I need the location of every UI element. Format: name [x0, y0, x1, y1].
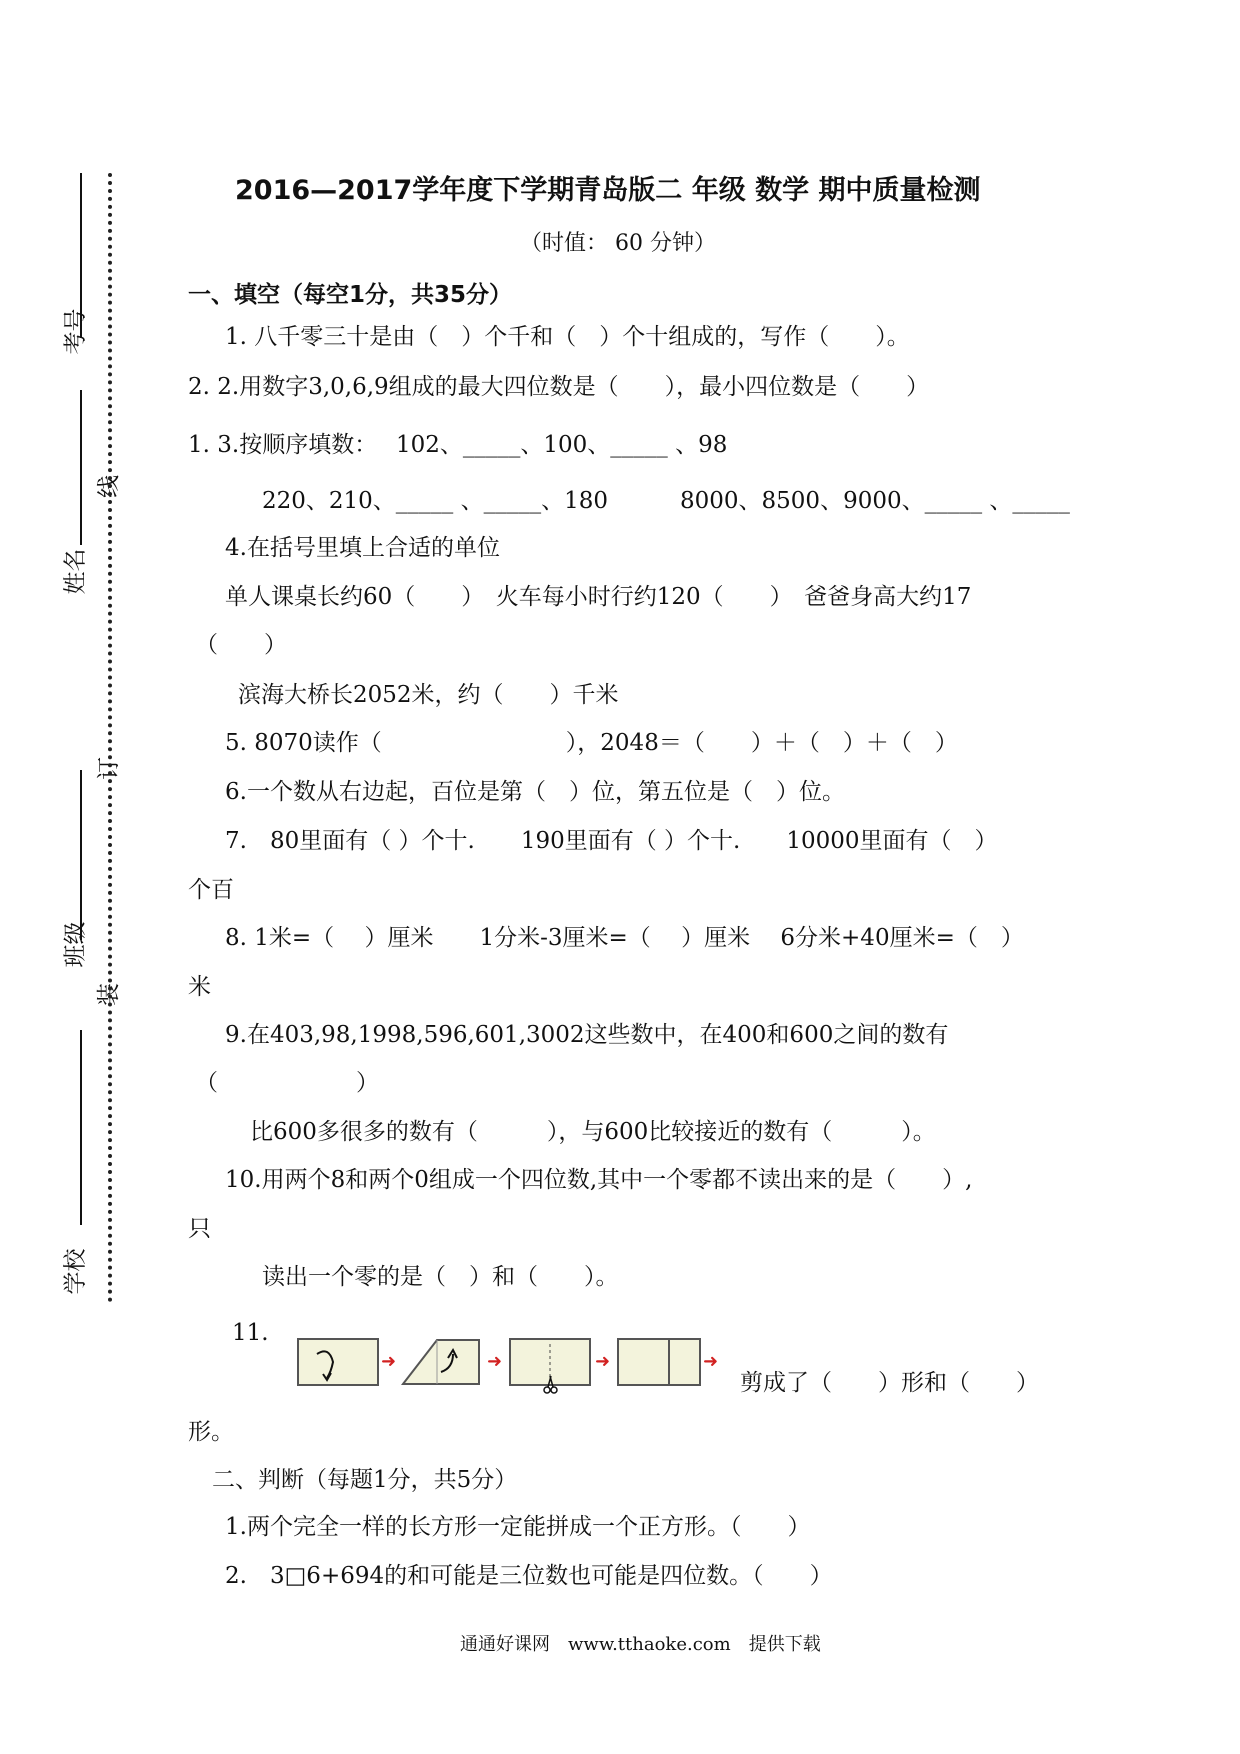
margin-label-zhuang: 装 — [96, 983, 122, 1006]
s2-q1: 1.两个完全一样的长方形一定能拼成一个正方形。（ ） — [225, 1514, 811, 1540]
s1-q9-line3: 比600多很多的数有（ ），与600比较接近的数有（ ）。 — [250, 1119, 936, 1145]
s2-q2: 2. 3□6+694的和可能是三位数也可能是四位数。（ ） — [225, 1563, 833, 1589]
page-title: 2016—2017学年度下学期青岛版二 年级 数学 期中质量检测 — [235, 175, 981, 206]
s1-q4-line1: 单人课桌长约60（ ） 火车每小时行约120（ ） 爸爸身高大约17 — [225, 584, 972, 610]
page-subtitle: （时值： 60 分钟） — [520, 231, 716, 256]
margin-line-3 — [80, 770, 82, 940]
s1-q9-line1: 9.在403,98,1998,596,601,3002这些数中，在400和600之间的数有 — [225, 1022, 949, 1048]
margin-label-xian: 线 — [96, 475, 122, 498]
section2-heading: 二、判断（每题1分，共5分） — [212, 1467, 518, 1493]
s1-q4-line3: 滨海大桥长2052米，约（ ）千米 — [238, 682, 619, 708]
arrow-right-icon: ➜ — [703, 1351, 719, 1372]
section1-heading: 一、填空（每空1分，共35分） — [188, 282, 513, 308]
s1-q5: 5. 8070读作（ ），2048＝（ ）＋（ ）＋（ ） — [225, 730, 958, 756]
s1-q1: 1. 八千零三十是由（ ）个千和（ ）个十组成的，写作（ ）。 — [225, 324, 910, 350]
s1-q6: 6.一个数从右边起，百位是第（ ）位，第五位是（ ）位。 — [225, 779, 845, 805]
s1-q3-line1: 1. 3.按顺序填数： 102、_____、100、_____ 、98 — [188, 432, 728, 458]
arrow-right-icon: ➜ — [381, 1351, 397, 1372]
s1-q2: 2. 2.用数字3,0,6,9组成的最大四位数是（ ），最小四位数是（ ） — [188, 374, 930, 400]
s1-q10-line1: 10.用两个8和两个0组成一个四位数,其中一个零都不读出来的是（ ）, — [225, 1167, 973, 1193]
s1-q8-line2: 米 — [188, 974, 211, 1000]
s1-q4: 4.在括号里填上合适的单位 — [225, 535, 500, 561]
scissors-icon — [509, 1338, 591, 1386]
s1-q7-line2: 个百 — [188, 877, 234, 903]
dotted-cut-line — [108, 173, 112, 1303]
s1-q3-line2a: 220、210、_____ 、_____、180 — [262, 488, 609, 514]
margin-label-class: 班级 — [62, 921, 89, 968]
s1-q7-line1: 7. 80里面有（ ）个十. 190里面有（ ）个十. 10000里面有（ ） — [225, 828, 998, 854]
s1-q11-text: 剪成了（ ）形和（ ） — [740, 1370, 1039, 1396]
margin-label-exam-no: 考号 — [62, 308, 89, 355]
margin-label-ding: 订 — [96, 757, 122, 780]
margin-line-4 — [80, 1030, 82, 1225]
s1-q8-line1: 8. 1米=（ ）厘米 1分米-3厘米=（ ）厘米 6分米+40厘米=（ ） — [225, 925, 1024, 951]
s1-q3-line2b: 8000、8500、9000、_____ 、_____ — [680, 488, 1070, 514]
two-rectangles-icon — [617, 1338, 701, 1386]
fold-cut-figure — [297, 1332, 737, 1402]
arrow-right-icon: ➜ — [487, 1351, 503, 1372]
s1-q9-line2: （ ） — [195, 1070, 379, 1096]
footer-credit: 通通好课网 www.tthaoke.com 提供下载 — [460, 1634, 821, 1655]
s1-q11-number: 11. — [232, 1320, 269, 1346]
margin-label-school: 学校 — [62, 1248, 89, 1295]
arrow-right-icon: ➜ — [595, 1351, 611, 1372]
s1-q10-line3: 读出一个零的是（ ）和（ ）。 — [262, 1264, 619, 1290]
margin-line-2 — [80, 390, 82, 545]
triangle-fold-icon — [401, 1338, 479, 1382]
s1-q10-line2: 只 — [188, 1216, 211, 1242]
s1-q4-line2: （ ） — [195, 632, 287, 658]
s1-q11-tail: 形。 — [188, 1419, 234, 1445]
fold-arrow-icon — [297, 1338, 379, 1386]
margin-label-name: 姓名 — [62, 548, 89, 595]
